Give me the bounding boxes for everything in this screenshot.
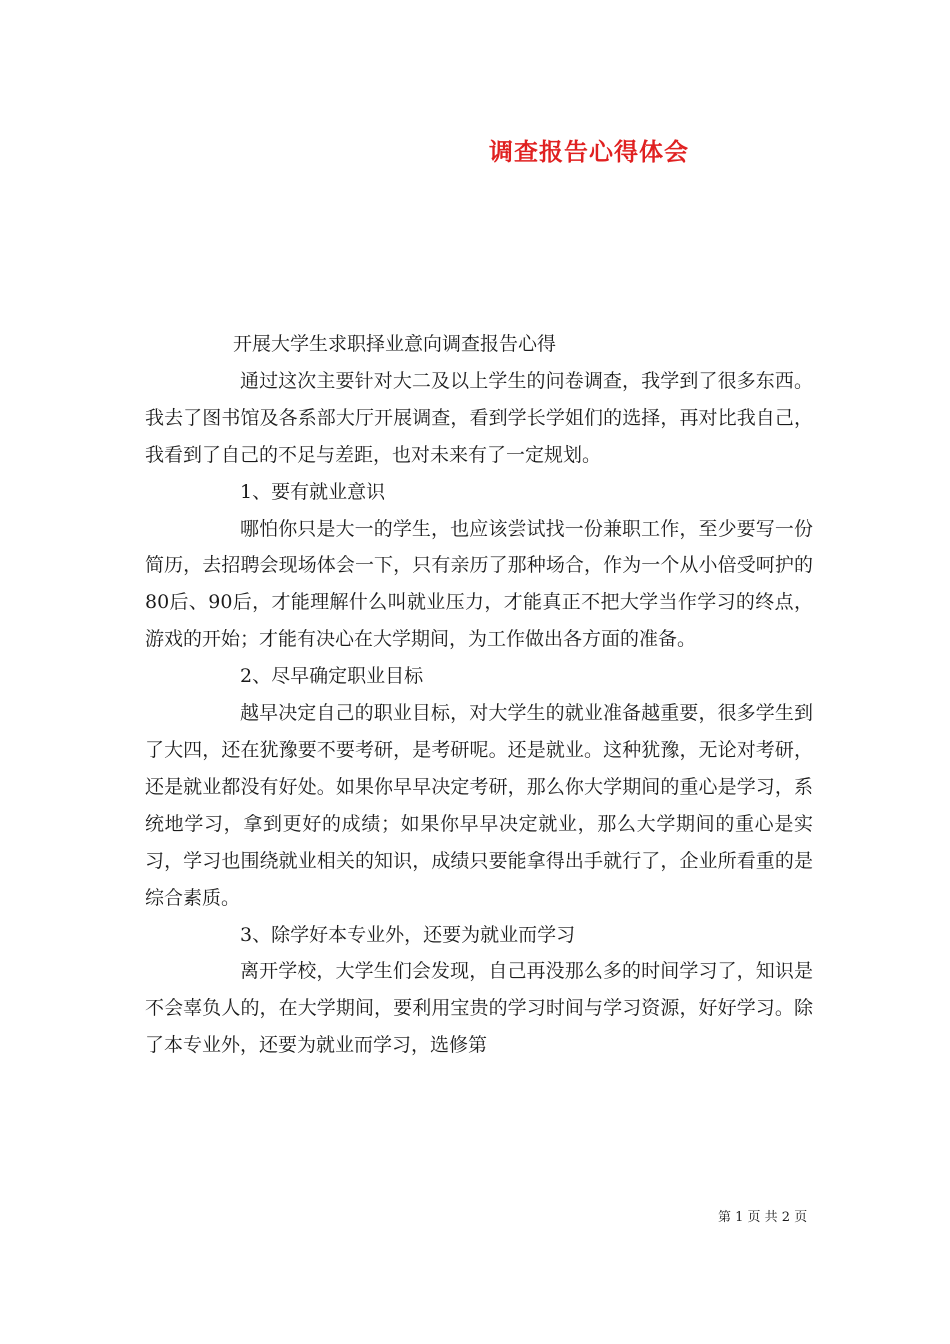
section-heading: 2、尽早确定职业目标 [240,665,424,688]
section-heading: 1、要有就业意识 [240,480,386,503]
paragraph: 离开学校，大学生们会发现，自己再没那么多的时间学习了，知识是不会辜负人的，在大学期间，要利用宝贵的学习时间与学习资源，好好学习。除了本专业外，还要为就业而学习，选修第 [145,960,813,1057]
paragraph: 通过这次主要针对大二及以上学生的问卷调查，我学到了很多东西。我去了图书馆及各系部大厅开展调查，看到学长学姐们的选择，再对比我自己，我看到了自己的不足与差距，也对未来有了一定规划。 [145,369,813,466]
paragraph: 越早决定自己的职业目标，对大学生的就业准备越重要，很多学生到了大四，还在犹豫要不要考研，是考研呢。还是就业。这种犹豫，无论对考研，还是就业都没有好处。如果你早早决定考研，那么你大学期间的重心是学习，系统地学习，拿到更好的成绩；如果你早早决定就业，那么大学期间的重心是实习，学习也围绕就业相关的知识，成绩只要能拿得出手就行了，企业所看重的是综合素质。 [145,702,813,909]
paragraph: 哪怕你只是大一的学生，也应该尝试找一份兼职工作，至少要写一份简历，去招聘会现场体会一下，只有亲历了那种场合，作为一个从小倍受呵护的80后、90后，才能理解什么叫就业压力，才能真正不把大学当作学习的终点，游戏的开始；才能有决心在大学期间，为工作做出各方面的准备。 [145,517,813,651]
page-number-footer: 第 1 页 共 2 页 [718,1210,808,1225]
document-subtitle: 开展大学生求职择业意向调查报告心得 [233,333,557,355]
document-body [145,326,813,1064]
section-heading: 3、除学好本专业外，还要为就业而学习 [240,923,576,946]
document-title: 调查报告心得体会 [489,137,689,166]
